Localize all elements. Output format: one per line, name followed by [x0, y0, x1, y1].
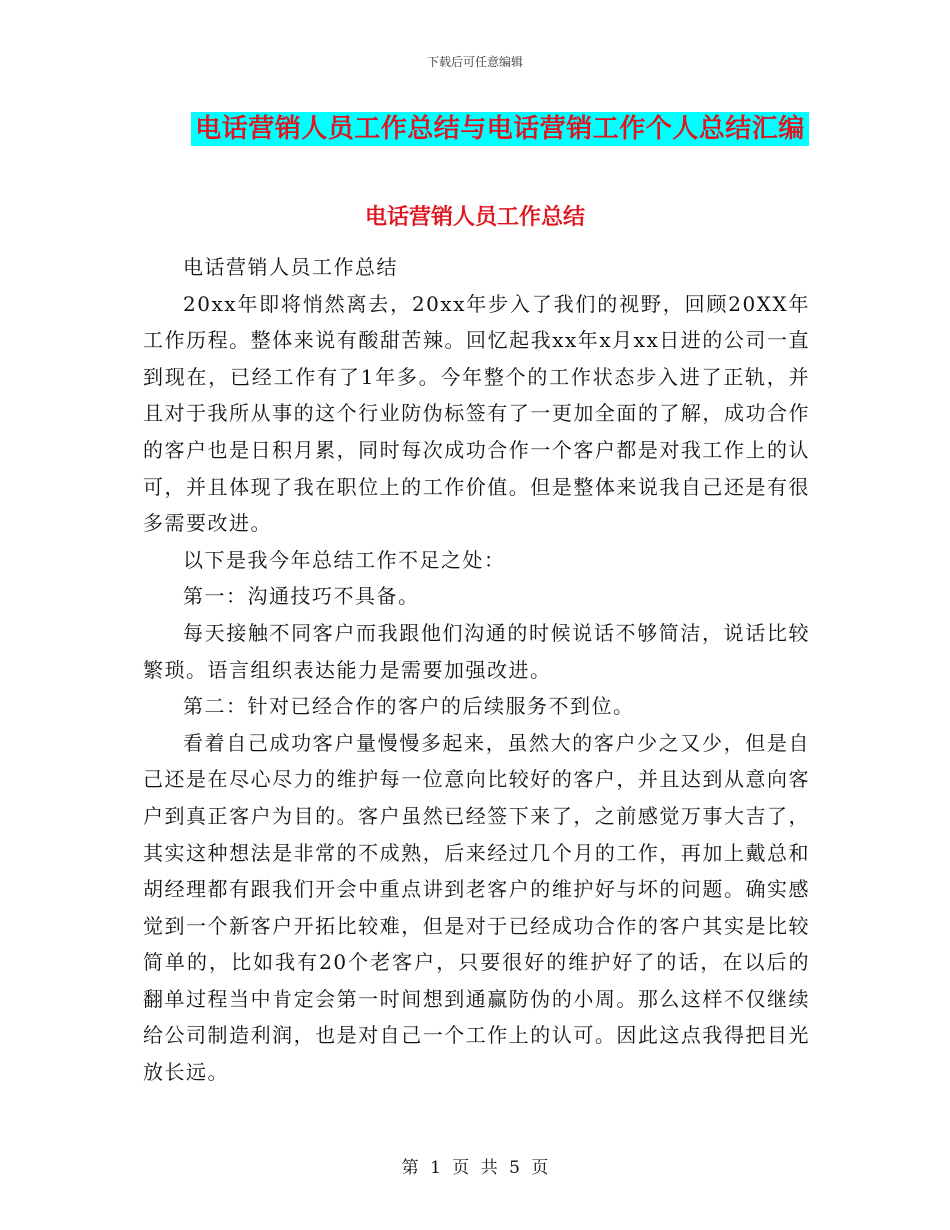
paragraph-point-two-detail: 看着自己成功客户量慢慢多起来，虽然大的客户少之又少，但是自己还是在尽心尽力的维护每一位意向比较好的客户，并且达到从意向客户到真正客户为目的。客户虽然已经签下来了，之前感觉万事大吉了，其实这种想法是非常的不成熟，后来经过几个月的工作，再加上戴总和胡经理都有跟我们开会中重点讲到老客户的维护好与坏的问题。确实感觉到一个新客户开拓比较难，但是对于已经成功合作的客户其实是比较简单的，比如我有20个老客户，只要很好的维护好了的话，在以后的翻单过程当中肯定会第一时间想到通赢防伪的小周。那么这样不仅继续给公司制造利润，也是对自己一个工作上的认可。因此这点我得把目光放长远。	[143, 730, 810, 1085]
page-footer-number: 第 1 页 共 5 页	[401, 1158, 549, 1178]
paragraph-subtitle: 电话营销人员工作总结	[183, 255, 398, 279]
document-title: 电话营销人员工作总结与电话营销工作个人总结汇编	[191, 112, 809, 146]
document-title-container	[0, 112, 950, 146]
paragraph-shortcomings-lead: 以下是我今年总结工作不足之处：	[183, 547, 506, 572]
paragraph-point-one-detail: 每天接触不同客户而我跟他们沟通的时候说话不够简洁，说话比较繁琐。语言组织表达能力是需要加强改进。	[143, 620, 810, 682]
paragraph-intro: 20xx年即将悄然离去，20xx年步入了我们的视野，回顾20XX年工作历程。整体来说有酸甜苦辣。回忆起我xx年x月xx日进的公司一直到现在，已经工作有了1年多。今年整个的工作状态步入进了正轨，并且对于我所从事的这个行业防伪标签有了一更加全面的了解，成功合作的客户也是日积月累，同时每次成功合作一个客户都是对我工作上的认可，并且体现了我在职位上的工作价值。但是整体来说我自己还是有很多需要改进。	[143, 291, 810, 536]
paragraph-point-one: 第一：沟通技巧不具备。	[183, 584, 420, 609]
document-body	[143, 249, 810, 1091]
paragraph-point-two: 第二：针对已经合作的客户的后续服务不到位。	[183, 694, 635, 719]
section-title: 电话营销人员工作总结	[364, 204, 585, 230]
page-header-note: 下载后可任意编辑	[426, 55, 523, 69]
